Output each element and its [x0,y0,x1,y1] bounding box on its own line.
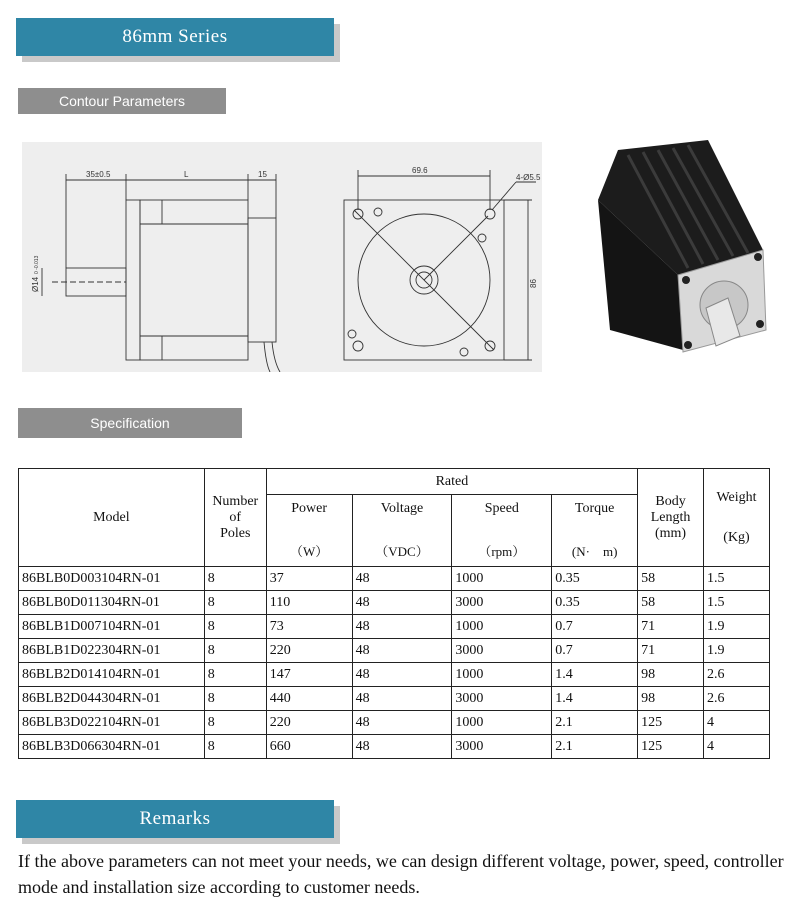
cell-power: 110 [266,591,352,615]
cell-poles: 8 [204,687,266,711]
header-speed-label: Speed [484,501,519,516]
cell-torque: 1.4 [552,687,638,711]
cell-torque: 2.1 [552,735,638,759]
remarks-banner [16,800,334,838]
header-power [266,495,352,567]
cell-power: 660 [266,735,352,759]
dim-hole-spacing: 69.6 [412,166,428,175]
header-weight-line2: (Kg) [723,529,750,545]
header-poles [204,469,266,567]
contour-parameters-label: Contour Parameters [18,88,226,114]
table-row [19,615,770,639]
cell-voltage: 48 [352,639,452,663]
contour-drawing [22,142,542,372]
cell-voltage: 48 [352,711,452,735]
header-torque-label: Torque [574,501,615,516]
motor-photo [588,140,778,370]
cell-speed: 1000 [452,663,552,687]
header-model: Model [19,469,205,567]
series-banner [16,18,334,56]
cell-power: 220 [266,711,352,735]
header-voltage [352,495,452,567]
table-row [19,711,770,735]
cell-body-length: 125 [638,735,704,759]
cell-body-length: 71 [638,639,704,663]
cell-model: 86BLB1D022304RN-01 [19,639,205,663]
cell-speed: 1000 [452,615,552,639]
cell-speed: 3000 [452,735,552,759]
cell-speed: 3000 [452,639,552,663]
cell-torque: 2.1 [552,711,638,735]
specification-table [18,468,770,759]
header-voltage-unit: （VDC） [375,544,429,559]
header-weight-line1: Weight [716,489,757,505]
cell-body-length: 58 [638,591,704,615]
cell-poles: 8 [204,663,266,687]
cell-voltage: 48 [352,687,452,711]
cell-model: 86BLB0D011304RN-01 [19,591,205,615]
header-speed [452,495,552,567]
cell-weight: 1.9 [704,615,770,639]
cell-poles: 8 [204,711,266,735]
cell-voltage: 48 [352,567,452,591]
cell-speed: 3000 [452,591,552,615]
cell-poles: 8 [204,591,266,615]
header-power-label: Power [291,501,328,516]
dim-square-size: 86 [529,279,538,288]
cell-power: 440 [266,687,352,711]
header-body-length [638,469,704,567]
remarks-text: If the above parameters can not meet your needs, we can design different voltage, power, speed, controller mode and installation size according to customer needs. [18,851,784,897]
dim-shaft-length: 35±0.5 [86,170,111,179]
cell-body-length: 98 [638,687,704,711]
cell-poles: 8 [204,567,266,591]
dim-mount-holes: 4-Ø5.5 [516,173,541,182]
cell-body-length: 71 [638,615,704,639]
cell-body-length: 58 [638,567,704,591]
cell-voltage: 48 [352,735,452,759]
header-rated: Rated [266,469,637,495]
table-row [19,687,770,711]
cell-voltage: 48 [352,615,452,639]
cell-body-length: 125 [638,711,704,735]
cell-speed: 3000 [452,687,552,711]
cell-model: 86BLB1D007104RN-01 [19,615,205,639]
header-body-line3: (mm) [654,525,687,541]
header-speed-unit: （rpm） [478,544,526,559]
header-poles-line3: Poles [220,525,251,541]
cell-power: 73 [266,615,352,639]
cell-power: 37 [266,567,352,591]
cell-poles: 8 [204,639,266,663]
cell-weight: 4 [704,711,770,735]
cell-power: 147 [266,663,352,687]
header-body-line2: Length [650,509,691,525]
cell-body-length: 98 [638,663,704,687]
header-poles-line1: Number [212,493,259,509]
cell-weight: 1.5 [704,591,770,615]
cell-torque: 0.35 [552,591,638,615]
header-torque [552,495,638,567]
specification-label: Specification [18,408,242,438]
table-row [19,735,770,759]
table-row [19,567,770,591]
dim-shaft-diameter: Ø14 [31,276,40,292]
header-weight [704,469,770,567]
cell-weight: 4 [704,735,770,759]
cell-voltage: 48 [352,663,452,687]
header-body-line1: Body [655,493,686,509]
cell-poles: 8 [204,735,266,759]
dim-shaft-tolerance: 0 -0.013 [34,255,40,274]
cell-weight: 1.9 [704,639,770,663]
cell-torque: 1.4 [552,663,638,687]
cell-speed: 1000 [452,567,552,591]
header-voltage-label: Voltage [380,501,424,516]
cell-torque: 0.7 [552,639,638,663]
cell-torque: 0.35 [552,567,638,591]
header-poles-line2: of [229,509,242,525]
cell-weight: 2.6 [704,687,770,711]
remarks-title: Remarks [16,800,334,838]
cell-speed: 1000 [452,711,552,735]
cell-voltage: 48 [352,591,452,615]
cell-torque: 0.7 [552,615,638,639]
header-torque-unit: (N· m) [571,544,618,559]
cell-model: 86BLB3D022104RN-01 [19,711,205,735]
dim-flange: 15 [258,170,267,179]
cell-model: 86BLB3D066304RN-01 [19,735,205,759]
cell-model: 86BLB2D044304RN-01 [19,687,205,711]
cell-power: 220 [266,639,352,663]
cell-model: 86BLB2D014104RN-01 [19,663,205,687]
cell-poles: 8 [204,615,266,639]
dim-body-length: L [184,170,189,179]
table-row [19,591,770,615]
cell-weight: 2.6 [704,663,770,687]
cell-weight: 1.5 [704,567,770,591]
table-row [19,639,770,663]
series-title: 86mm Series [16,18,334,56]
cell-model: 86BLB0D003104RN-01 [19,567,205,591]
table-row [19,663,770,687]
header-power-unit: （W） [290,544,329,559]
